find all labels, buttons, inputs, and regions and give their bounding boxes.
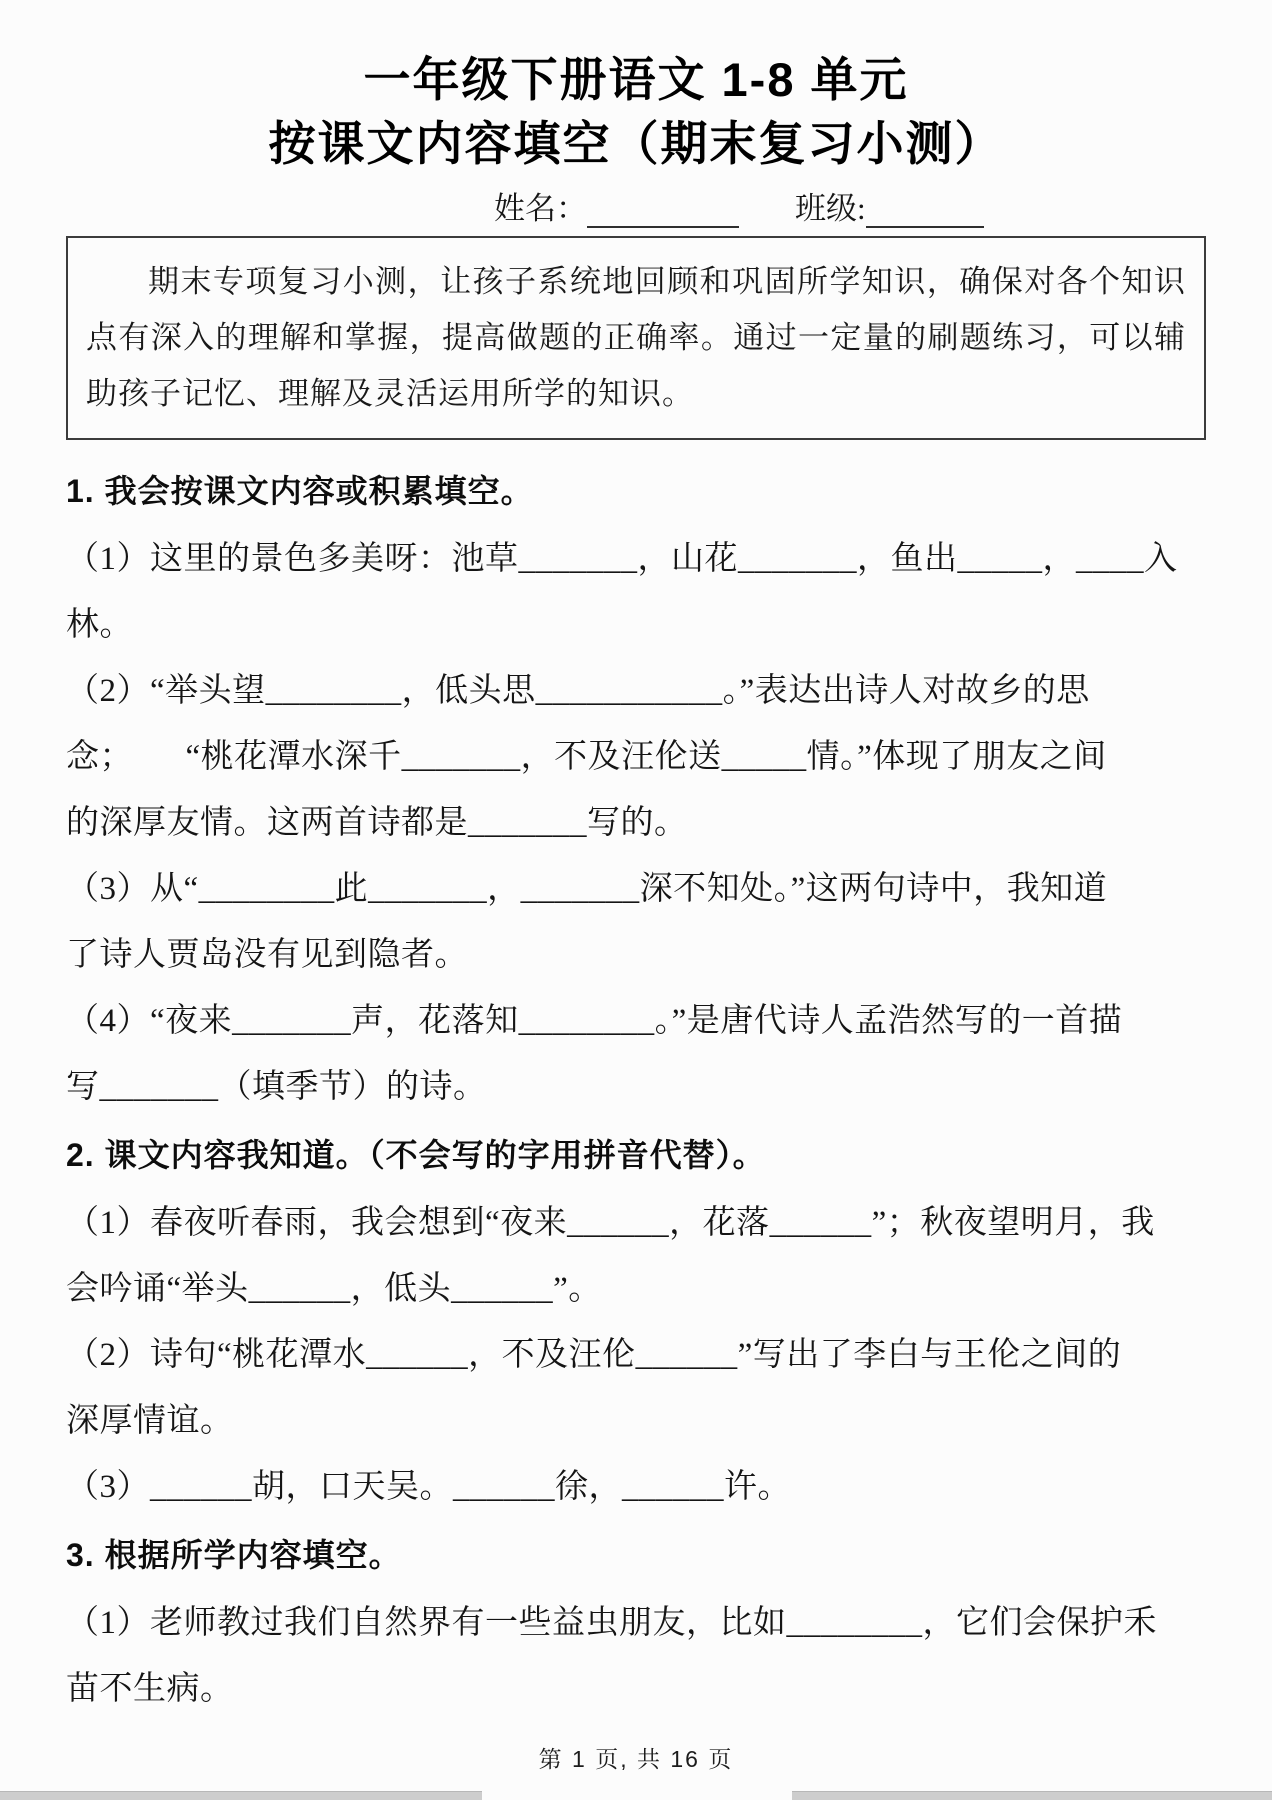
question-line: （1）这里的景色多美呀：池草_______，山花_______，鱼出_____，____入	[66, 541, 1178, 577]
page-number-footer: 第 1 页, 共 16 页	[538, 1746, 734, 1772]
name-class-row	[494, 186, 1206, 228]
question-line: （4）“夜来_______声，花落知________。”是唐代诗人孟浩然写的一首描	[66, 1003, 1123, 1039]
title-line-2: 按课文内容填空（期末复习小测）	[268, 117, 1004, 170]
question-line: 深厚情谊。	[66, 1403, 234, 1439]
question-line: 写_______（填季节）的诗。	[66, 1069, 487, 1105]
name-label: 姓名：	[494, 191, 587, 226]
question-line: 林。	[66, 607, 133, 643]
question-line: 会吟诵“举头______，低头______”。	[66, 1271, 602, 1307]
section-2-heading: 2. 课文内容我知道。（不会写的字用拼音代替）。	[66, 1137, 766, 1173]
title-line-1: 一年级下册语文 1-8 单元	[363, 53, 909, 106]
question-line: （3）从“________此_______，_______深不知处。”这两句诗中，我知道	[66, 871, 1108, 907]
intro-box	[66, 236, 1206, 440]
question-line: （1）老师教过我们自然界有一些益虫朋友，比如________，它们会保护禾	[66, 1605, 1157, 1641]
question-line: 苗不生病。	[66, 1671, 234, 1707]
question-line: （2）“举头望________，低头思___________。”表达出诗人对故乡的思	[66, 673, 1090, 709]
class-label: 班级:	[795, 191, 866, 226]
title-block	[66, 0, 1206, 176]
name-blank	[587, 192, 739, 228]
questions-area	[66, 456, 1206, 1722]
question-line: （3）______胡，口天吴。______徐，______许。	[66, 1469, 791, 1505]
question-line: （1）春夜听春雨，我会想到“夜来______，花落______”；秋夜望明月，我	[66, 1205, 1155, 1241]
next-page-edge-right	[792, 1791, 1272, 1800]
section-3-heading: 3. 根据所学内容填空。	[66, 1537, 402, 1573]
question-line: （2）诗句“桃花潭水______，不及汪伦______”写出了李白与王伦之间的	[66, 1337, 1122, 1373]
question-line: 的深厚友情。这两首诗都是_______写的。	[66, 805, 688, 841]
intro-paragraph: 期末专项复习小测，让孩子系统地回顾和巩固所学知识，确保对各个知识点有深入的理解和掌握，提高做题的正确率。通过一定量的刷题练习，可以辅助孩子记忆、理解及灵活运用所学的知识。	[86, 264, 1186, 411]
question-line: 念； “桃花潭水深千_______，不及汪伦送_____情。”体现了朋友之间	[66, 739, 1107, 775]
next-page-edge-left	[0, 1791, 482, 1800]
class-blank	[866, 192, 984, 228]
question-line: 了诗人贾岛没有见到隐者。	[66, 937, 468, 973]
section-1-heading: 1. 我会按课文内容或积累填空。	[66, 473, 534, 509]
